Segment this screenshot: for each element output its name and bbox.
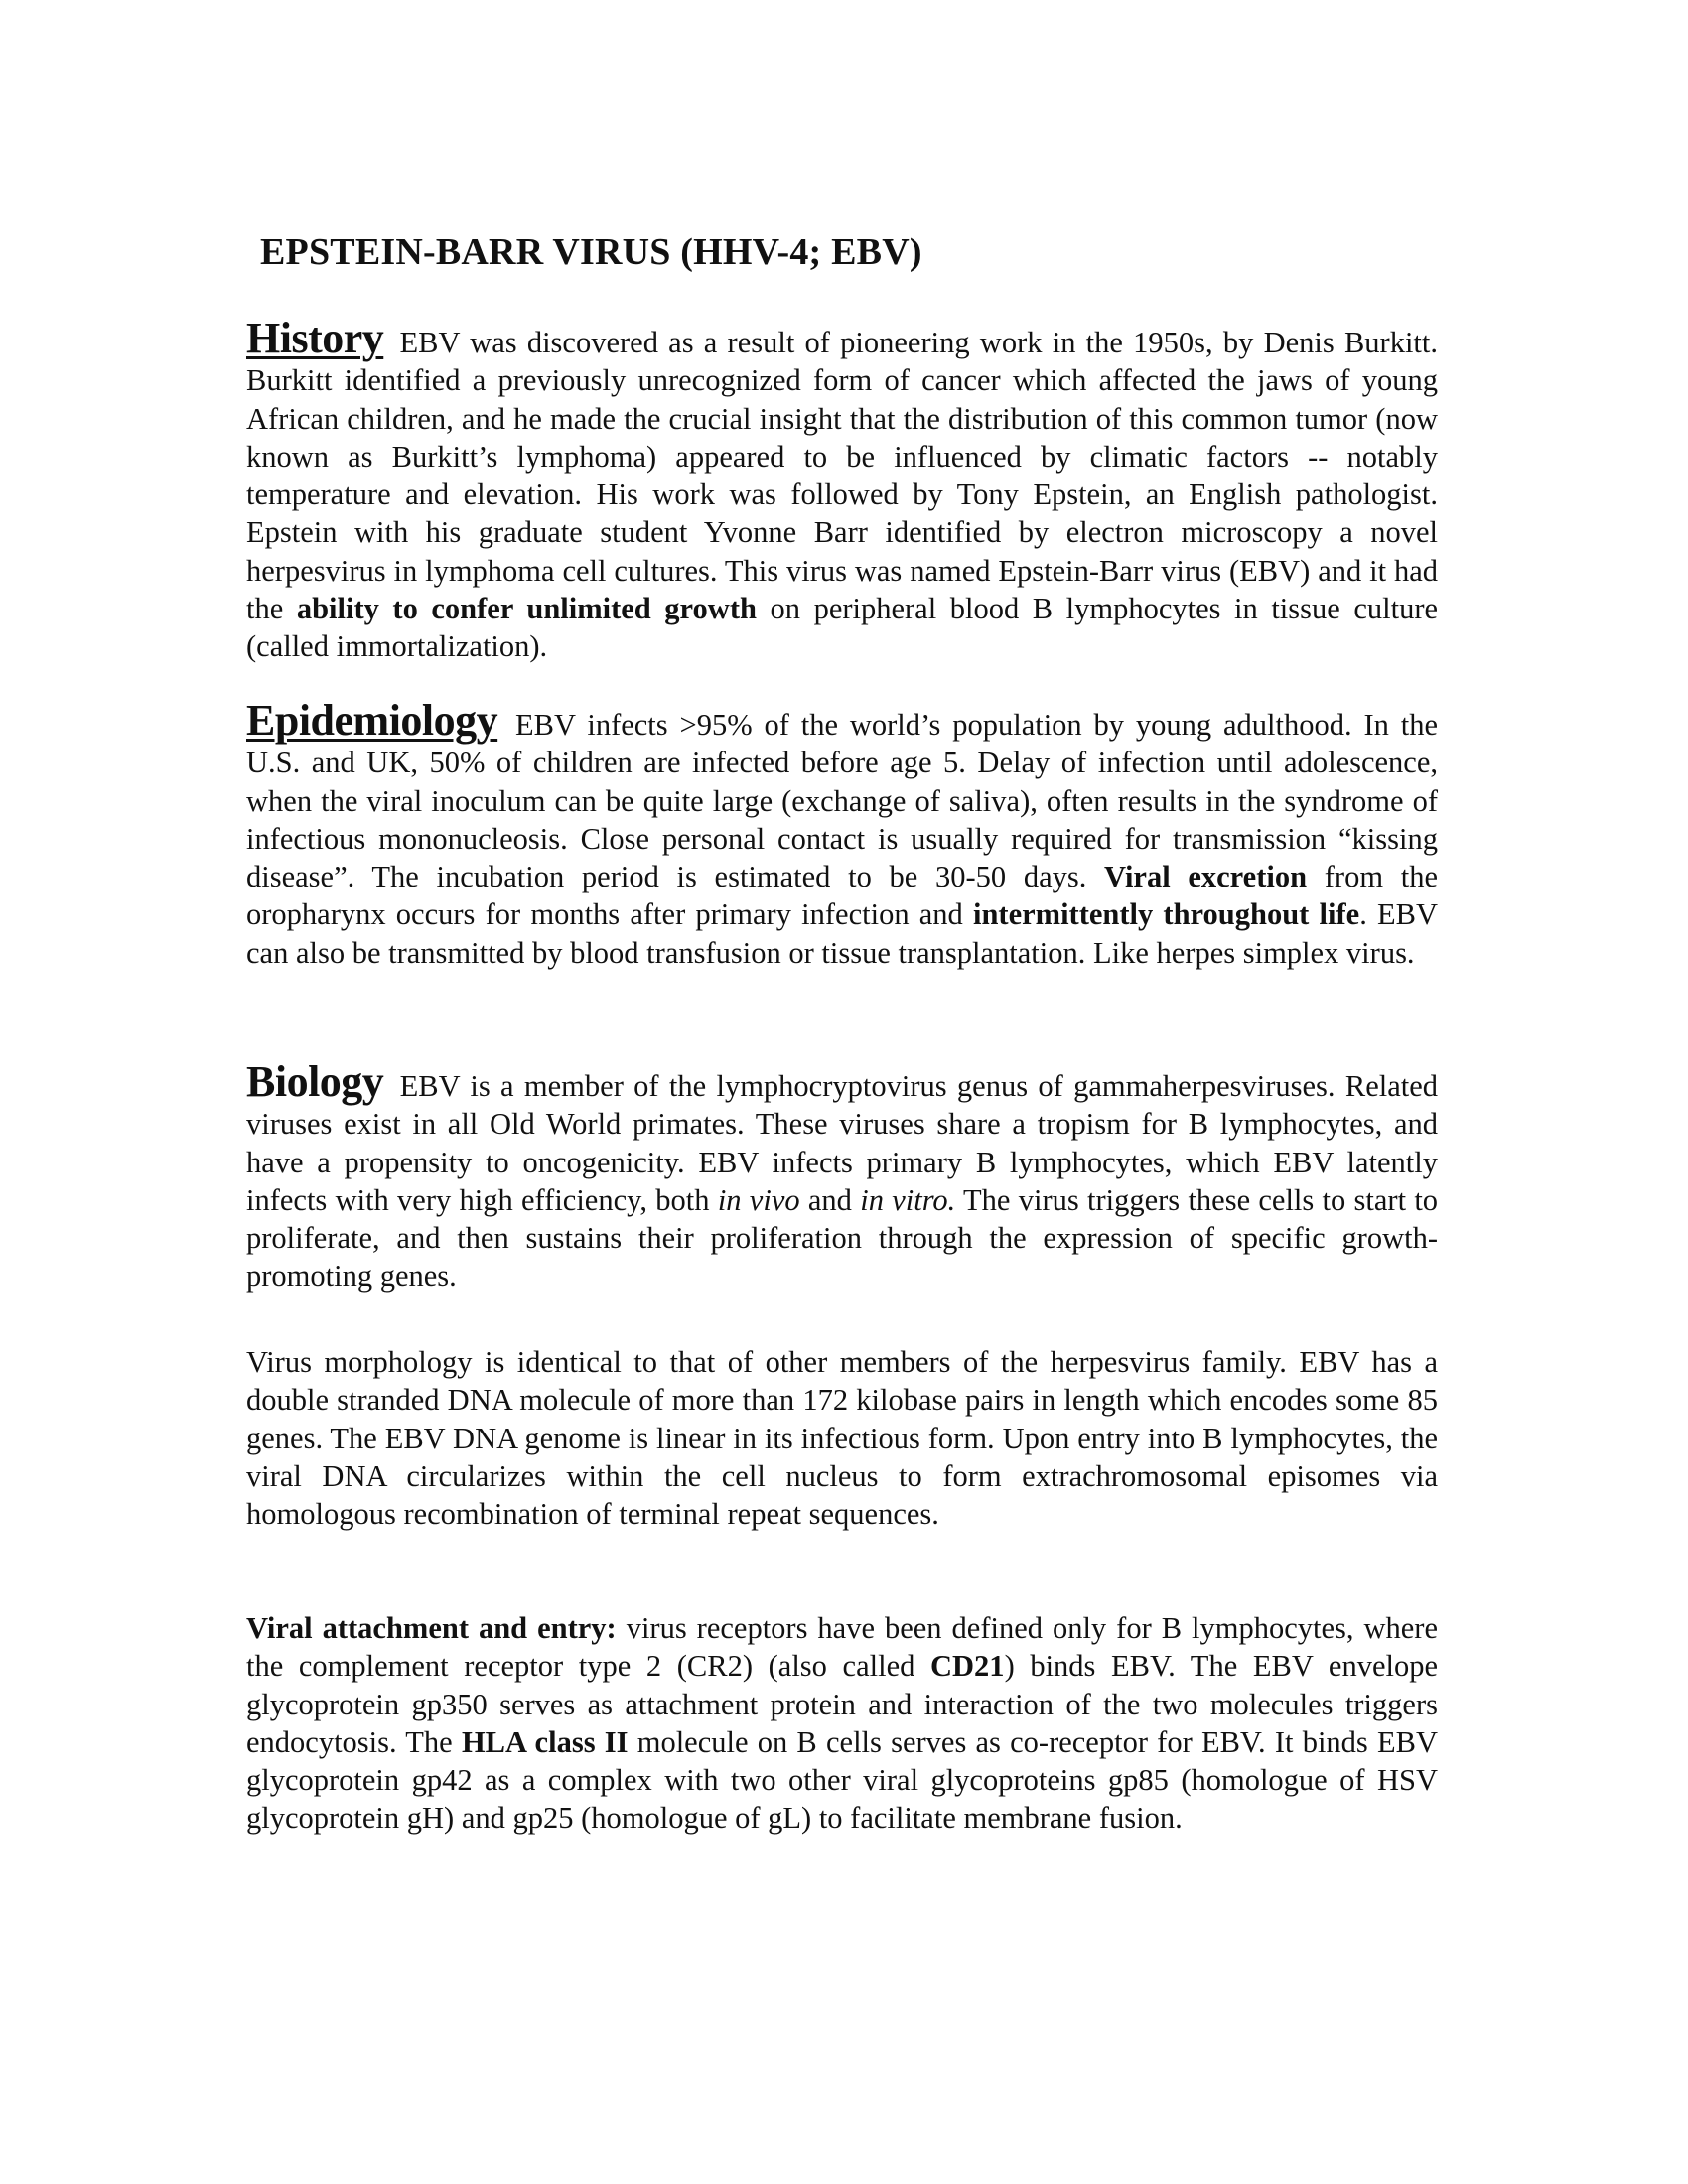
- biology-heading: Biology: [246, 1057, 384, 1106]
- epidemiology-text-2: from the oropharynx occurs for months after primary infection and: [246, 860, 1438, 932]
- attachment-heading: Viral attachment and entry:: [246, 1611, 617, 1645]
- epidemiology-bold-1: Viral excretion: [1104, 860, 1308, 894]
- biology-text-1: EBV is a member of the lymphocryptovirus genus of gammaherpesviruses. Related viruses exist in all Old World primates. These viruses share a tropism for B lymphocytes, and have a propensity to oncogenicity. EBV infects primary B lymphocytes, which EBV latently infects with very high efficiency, both: [246, 1069, 1438, 1217]
- attachment-text-1: virus receptors have been defined only for B lymphocytes, where the complement receptor type 2 (CR2) (also called: [246, 1611, 1438, 1684]
- epidemiology-bold-2: intermittently throughout life: [973, 897, 1360, 932]
- attachment-bold-1: CD21: [930, 1649, 1005, 1684]
- biology-text-3: The virus triggers these cells to start to proliferate, and then sustains their proliferation through the expression of specific growth-promoting genes.: [246, 1182, 1439, 1294]
- biology-italic-1: in vivo: [717, 1182, 800, 1217]
- history-section: [246, 314, 1439, 666]
- morphology-paragraph: Virus morphology is identical to that of other members of the herpesvirus family. EBV has a double stranded DNA molecule of more than 172 kilobase pairs in length which encodes some 85 genes. The EBV DNA genome is linear in its infectious form. Upon entry into B lymphocytes, the viral DNA circularizes within the cell nucleus to form extrachromosomal episomes via homologous recombination of terminal repeat sequences.: [246, 1345, 1438, 1532]
- epidemiology-section: [246, 696, 1439, 972]
- history-heading: History: [246, 314, 384, 362]
- biology-section: [246, 1057, 1439, 1296]
- biology-italic-2: in vitro.: [860, 1182, 956, 1217]
- history-text-2: on peripheral blood B lymphocytes in tissue culture (called immortalization).: [246, 592, 1439, 664]
- biology-text-2: and: [807, 1182, 852, 1217]
- epidemiology-text-3: . EBV can also be transmitted by blood transfusion or tissue transplantation. Like herpes simplex virus.: [246, 897, 1439, 970]
- document-title: EPSTEIN-BARR VIRUS (HHV-4; EBV): [260, 231, 922, 273]
- epidemiology-text-1: EBV infects >95% of the world’s population by young adulthood. In the U.S. and UK, 50% of children are infected before age 5. Delay of infection until adolescence, when the viral inoculum can be quite large (exchange of saliva), often results in the syndrome of infectious mononucleosis. Close personal contact is usually required for transmission “kissing disease”. The incubation period is estimated to be 30-50 days.: [246, 708, 1439, 894]
- attachment-bold-2: HLA class II: [461, 1724, 629, 1759]
- history-text-1: EBV was discovered as a result of pioneering work in the 1950s, by Denis Burkitt. Burkitt identified a previously unrecognized form of cancer which affected the jaws of young African children, and he made the crucial insight that the distribution of this common tumor (now known as Burkitt’s lymphoma) appeared to be influenced by climatic factors -- notably temperature and elevation. His work was followed by Tony Epstein, an English pathologist. Epstein with his graduate student Yvonne Barr identified by electron microscopy a novel herpesvirus in lymphoma cell cultures. This virus was named Epstein-Barr virus (EBV) and it had the: [246, 326, 1439, 626]
- attachment-text-2: ) binds EBV. The EBV envelope glycoprotein gp350 serves as attachment protein and interaction of the two molecules triggers endocytosis. The: [246, 1649, 1439, 1759]
- attachment-text-3: molecule on B cells serves as co-receptor for EBV. It binds EBV glycoprotein gp42 as a complex with two other viral glycoproteins gp85 (homologue of HSV glycoprotein gH) and gp25 (homologue of gL) to facilitate membrane fusion.: [246, 1724, 1439, 1836]
- epidemiology-heading: Epidemiology: [246, 696, 498, 745]
- attachment-section: [246, 1609, 1438, 1838]
- history-bold-1: ability to confer unlimited growth: [296, 592, 757, 626]
